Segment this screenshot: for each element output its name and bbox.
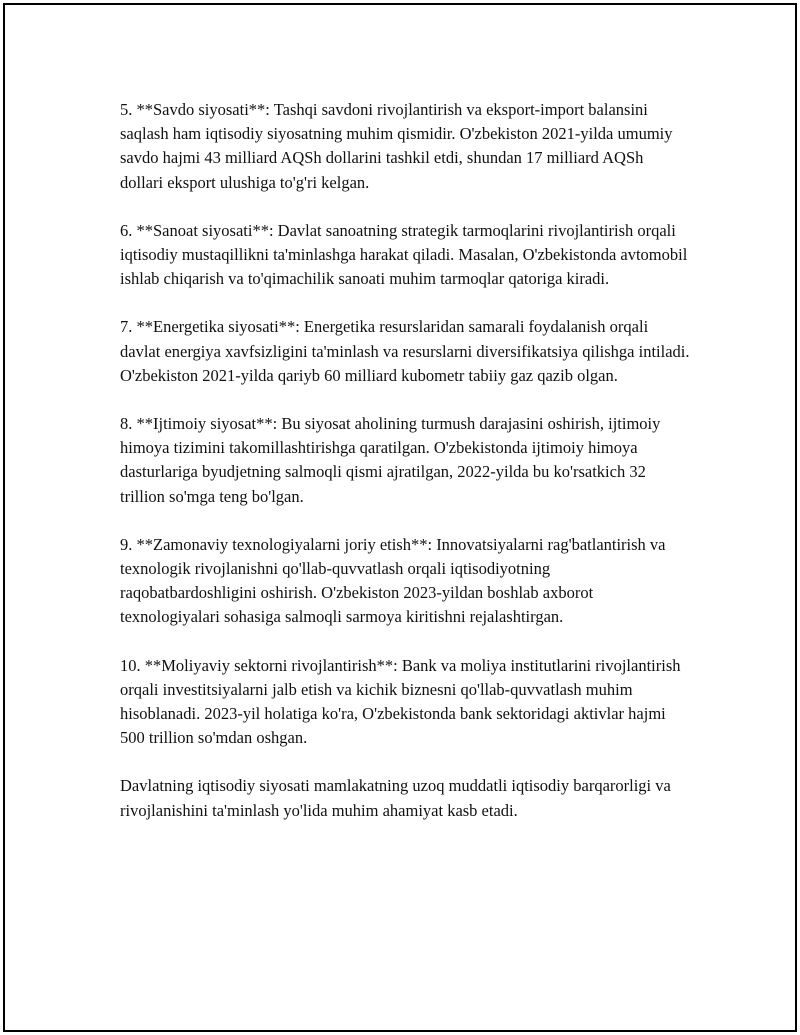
document-body (120, 98, 690, 847)
paragraph-savdo-siyosati: 5. **Savdo siyosati**: Tashqi savdoni rivojlantirish va eksport-import balansini saqlash ham iqtisodiy siyosatning muhim qismidir. O'zbekiston 2021-yilda umumiy savdo hajmi 43 milliard AQSh dollarini tashkil etdi, shundan 17 milliard AQSh dollari eksport ulushiga to'g'ri kelgan. (120, 100, 673, 192)
paragraph-moliyaviy-sektor: 10. **Moliyaviy sektorni rivojlantirish**: Bank va moliya institutlarini rivojlantirish orqali investitsiyalarni jalb etish va kichik biznesni qo'llab-quvvatlash muhim hisoblanadi. 2023-yil holatiga ko'ra, O'zbekistonda bank sektoridagi aktivlar hajmi 500 trillion so'mdan oshgan. (120, 655, 681, 748)
paragraph-energetika-siyosati: 7. **Energetika siyosati**: Energetika resurslaridan samarali foydalanish orqali davlat energiya xavfsizligini ta'minlash va resurslarni diversifikatsiya qilishga intiladi. O'zbekiston 2021-yilda qariyb 60 milliard kubometr tabiiy gaz qazib olgan. (120, 317, 690, 385)
paragraph-conclusion: Davlatning iqtisodiy siyosati mamlakatning uzoq muddatli iqtisodiy barqarorligi va rivojlanishini ta'minlash yo'lida muhim ahamiyat kasb etadi. (120, 776, 671, 820)
paragraph-zamonaviy-texnologiyalar: 9. **Zamonaviy texnologiyalarni joriy etish**: Innovatsiyalarni rag'batlantirish va texnologik rivojlanishni qo'llab-quvvatlash orqali iqtisodiyotning raqobatbardoshligini oshirish. O'zbekiston 2023-yildan boshlab axborot texnologiyalari sohasiga salmoqli sarmoya kiritishni rejalashtirgan. (120, 534, 666, 627)
paragraph-ijtimoiy-siyosat: 8. **Ijtimoiy siyosat**: Bu siyosat aholining turmush darajasini oshirish, ijtimoiy himoya tizimini takomillashtirishga qaratilgan. O'zbekistonda ijtimoiy himoya dasturlariga byudjetning salmoqli qismi ajratilgan, 2022-yilda bu ko'rsatkich 32 trillion so'mga teng bo'lgan. (120, 414, 661, 506)
paragraph-sanoat-siyosati: 6. **Sanoat siyosati**: Davlat sanoatning strategik tarmoqlarini rivojlantirish orqali iqtisodiy mustaqillikni ta'minlashga harakat qiladi. Masalan, O'zbekistonda avtomobil ishlab chiqarish va to'qimachilik sanoati muhim tarmoqlar qatoriga kiradi. (120, 220, 688, 289)
document-page (3, 3, 797, 1032)
